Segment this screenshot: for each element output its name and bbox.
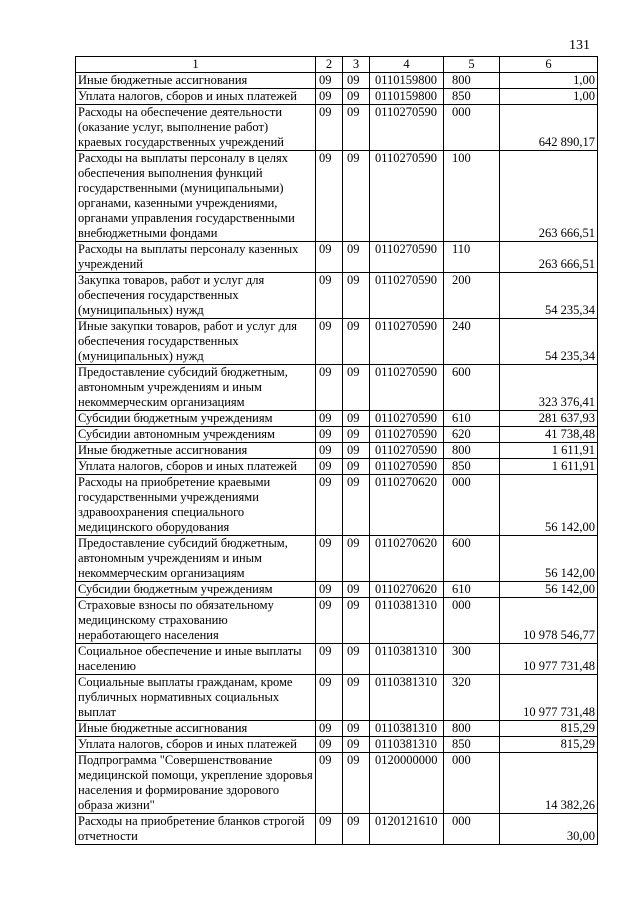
row-amount: 1 611,91	[500, 443, 598, 459]
table-header	[76, 57, 598, 73]
table-row	[76, 582, 598, 598]
table-row	[76, 105, 598, 151]
row-name: Иные бюджетные ассигнования	[76, 73, 316, 89]
row-name: Уплата налогов, сборов и иных платежей	[76, 459, 316, 475]
row-expense-type-code: 000	[444, 753, 500, 814]
row-name: Субсидии бюджетным учреждениям	[76, 411, 316, 427]
page-number: 131	[569, 38, 590, 53]
row-subsection-code: 09	[343, 242, 370, 273]
row-section-code: 09	[316, 675, 343, 721]
row-target-item-code: 0110270590	[370, 459, 444, 475]
row-section-code: 09	[316, 242, 343, 273]
table-row	[76, 242, 598, 273]
row-section-code: 09	[316, 73, 343, 89]
row-target-item-code: 0110270590	[370, 273, 444, 319]
row-name: Социальное обеспечение и иные выплаты населению	[76, 644, 316, 675]
table-row	[76, 73, 598, 89]
row-target-item-code: 0110270590	[370, 105, 444, 151]
header-cell-expense-type: 5	[444, 57, 500, 73]
row-amount: 14 382,26	[500, 753, 598, 814]
row-target-item-code: 0110270590	[370, 443, 444, 459]
row-expense-type-code: 000	[444, 814, 500, 845]
table-row	[76, 814, 598, 845]
table-row	[76, 721, 598, 737]
row-expense-type-code: 320	[444, 675, 500, 721]
row-name: Закупка товаров, работ и услуг для обеспечения государственных (муниципальных) нужд	[76, 273, 316, 319]
row-section-code: 09	[316, 411, 343, 427]
row-name: Предоставление субсидий бюджетным, автономным учреждениям и иным некоммерческим организациям	[76, 365, 316, 411]
table-row	[76, 151, 598, 242]
row-expense-type-code: 100	[444, 151, 500, 242]
row-target-item-code: 0110270590	[370, 411, 444, 427]
row-expense-type-code: 800	[444, 443, 500, 459]
row-subsection-code: 09	[343, 411, 370, 427]
row-section-code: 09	[316, 105, 343, 151]
row-amount: 323 376,41	[500, 365, 598, 411]
row-name: Иные бюджетные ассигнования	[76, 443, 316, 459]
row-amount: 281 637,93	[500, 411, 598, 427]
row-section-code: 09	[316, 151, 343, 242]
row-name: Страховые взносы по обязательному медицинскому страхованию неработающего населения	[76, 598, 316, 644]
row-name: Иные бюджетные ассигнования	[76, 721, 316, 737]
row-target-item-code: 0110381310	[370, 737, 444, 753]
row-expense-type-code: 800	[444, 721, 500, 737]
header-row	[76, 57, 598, 73]
row-section-code: 09	[316, 365, 343, 411]
row-amount: 815,29	[500, 737, 598, 753]
row-subsection-code: 09	[343, 644, 370, 675]
row-name: Социальные выплаты гражданам, кроме публичных нормативных социальных выплат	[76, 675, 316, 721]
row-expense-type-code: 110	[444, 242, 500, 273]
row-amount: 815,29	[500, 721, 598, 737]
row-name: Расходы на выплаты персоналу в целях обеспечения выполнения функций государственными (муниципальными) органами, казенными учреждениями, органами управления государственными внебюджетными фондами	[76, 151, 316, 242]
row-amount: 41 738,48	[500, 427, 598, 443]
row-amount: 54 235,34	[500, 319, 598, 365]
row-subsection-code: 09	[343, 443, 370, 459]
row-amount: 10 977 731,48	[500, 675, 598, 721]
row-target-item-code: 0110270620	[370, 475, 444, 536]
table-row	[76, 427, 598, 443]
row-expense-type-code: 850	[444, 737, 500, 753]
row-name: Расходы на приобретение бланков строгой отчетности	[76, 814, 316, 845]
table-row	[76, 443, 598, 459]
row-name: Расходы на выплаты персоналу казенных учреждений	[76, 242, 316, 273]
row-amount: 1,00	[500, 73, 598, 89]
header-cell-name: 1	[76, 57, 316, 73]
row-subsection-code: 09	[343, 151, 370, 242]
row-target-item-code: 0110159800	[370, 89, 444, 105]
row-target-item-code: 0110381310	[370, 721, 444, 737]
row-target-item-code: 0110159800	[370, 73, 444, 89]
row-subsection-code: 09	[343, 273, 370, 319]
row-target-item-code: 0110270590	[370, 151, 444, 242]
row-section-code: 09	[316, 753, 343, 814]
row-name: Расходы на приобретение краевыми государственными учреждениями здравоохранения специального медицинского оборудования	[76, 475, 316, 536]
table-row	[76, 475, 598, 536]
row-subsection-code: 09	[343, 459, 370, 475]
row-target-item-code: 0110270590	[370, 365, 444, 411]
row-name: Подпрограмма "Совершенствование медицинской помощи, укрепление здоровья населения и формирование здорового образа жизни"	[76, 753, 316, 814]
table-row	[76, 536, 598, 582]
row-section-code: 09	[316, 582, 343, 598]
row-expense-type-code: 850	[444, 459, 500, 475]
row-subsection-code: 09	[343, 721, 370, 737]
row-subsection-code: 09	[343, 582, 370, 598]
table-row	[76, 459, 598, 475]
row-section-code: 09	[316, 273, 343, 319]
row-name: Иные закупки товаров, работ и услуг для обеспечения государственных (муниципальных) нужд	[76, 319, 316, 365]
row-subsection-code: 09	[343, 598, 370, 644]
row-amount: 642 890,17	[500, 105, 598, 151]
row-amount: 1,00	[500, 89, 598, 105]
row-amount: 263 666,51	[500, 151, 598, 242]
row-section-code: 09	[316, 598, 343, 644]
row-section-code: 09	[316, 443, 343, 459]
row-target-item-code: 0110381310	[370, 675, 444, 721]
table-row	[76, 319, 598, 365]
row-subsection-code: 09	[343, 737, 370, 753]
row-amount: 56 142,00	[500, 475, 598, 536]
table-row	[76, 89, 598, 105]
row-name: Предоставление субсидий бюджетным, автономным учреждениям и иным некоммерческим организациям	[76, 536, 316, 582]
table-row	[76, 644, 598, 675]
row-subsection-code: 09	[343, 365, 370, 411]
row-subsection-code: 09	[343, 753, 370, 814]
table-row	[76, 753, 598, 814]
row-name: Субсидии бюджетным учреждениям	[76, 582, 316, 598]
row-amount: 30,00	[500, 814, 598, 845]
row-section-code: 09	[316, 536, 343, 582]
row-subsection-code: 09	[343, 427, 370, 443]
row-expense-type-code: 610	[444, 582, 500, 598]
budget-table	[75, 56, 598, 845]
row-section-code: 09	[316, 319, 343, 365]
row-subsection-code: 09	[343, 105, 370, 151]
row-section-code: 09	[316, 427, 343, 443]
row-expense-type-code: 620	[444, 427, 500, 443]
row-subsection-code: 09	[343, 675, 370, 721]
row-subsection-code: 09	[343, 319, 370, 365]
row-expense-type-code: 800	[444, 73, 500, 89]
row-section-code: 09	[316, 475, 343, 536]
row-section-code: 09	[316, 737, 343, 753]
row-subsection-code: 09	[343, 89, 370, 105]
row-section-code: 09	[316, 89, 343, 105]
row-name: Субсидии автономным учреждениям	[76, 427, 316, 443]
row-name: Уплата налогов, сборов и иных платежей	[76, 89, 316, 105]
row-amount: 263 666,51	[500, 242, 598, 273]
row-expense-type-code: 000	[444, 105, 500, 151]
row-amount: 10 978 546,77	[500, 598, 598, 644]
row-subsection-code: 09	[343, 536, 370, 582]
row-target-item-code: 0120121610	[370, 814, 444, 845]
row-subsection-code: 09	[343, 475, 370, 536]
row-target-item-code: 0110381310	[370, 598, 444, 644]
row-target-item-code: 0110270590	[370, 427, 444, 443]
row-expense-type-code: 610	[444, 411, 500, 427]
table-row	[76, 598, 598, 644]
row-amount: 54 235,34	[500, 273, 598, 319]
row-amount: 56 142,00	[500, 582, 598, 598]
row-expense-type-code: 600	[444, 365, 500, 411]
row-target-item-code: 0110270590	[370, 319, 444, 365]
table-row	[76, 737, 598, 753]
row-expense-type-code: 000	[444, 598, 500, 644]
row-section-code: 09	[316, 459, 343, 475]
row-expense-type-code: 850	[444, 89, 500, 105]
row-name: Расходы на обеспечение деятельности (оказание услуг, выполнение работ) краевых государственных учреждений	[76, 105, 316, 151]
row-subsection-code: 09	[343, 814, 370, 845]
row-expense-type-code: 200	[444, 273, 500, 319]
table-row	[76, 273, 598, 319]
row-expense-type-code: 240	[444, 319, 500, 365]
row-section-code: 09	[316, 721, 343, 737]
table-row	[76, 675, 598, 721]
header-cell-amount: 6	[500, 57, 598, 73]
row-target-item-code: 0110270620	[370, 536, 444, 582]
row-amount: 10 977 731,48	[500, 644, 598, 675]
row-target-item-code: 0110270590	[370, 242, 444, 273]
row-subsection-code: 09	[343, 73, 370, 89]
table-row	[76, 411, 598, 427]
row-section-code: 09	[316, 644, 343, 675]
table-body	[76, 73, 598, 845]
header-cell-subsection: 3	[343, 57, 370, 73]
header-cell-target-item: 4	[370, 57, 444, 73]
row-target-item-code: 0110381310	[370, 644, 444, 675]
row-expense-type-code: 300	[444, 644, 500, 675]
row-name: Уплата налогов, сборов и иных платежей	[76, 737, 316, 753]
row-amount: 56 142,00	[500, 536, 598, 582]
row-expense-type-code: 000	[444, 475, 500, 536]
table-row	[76, 365, 598, 411]
header-cell-section: 2	[316, 57, 343, 73]
row-target-item-code: 0110270620	[370, 582, 444, 598]
row-expense-type-code: 600	[444, 536, 500, 582]
row-amount: 1 611,91	[500, 459, 598, 475]
row-section-code: 09	[316, 814, 343, 845]
row-target-item-code: 0120000000	[370, 753, 444, 814]
